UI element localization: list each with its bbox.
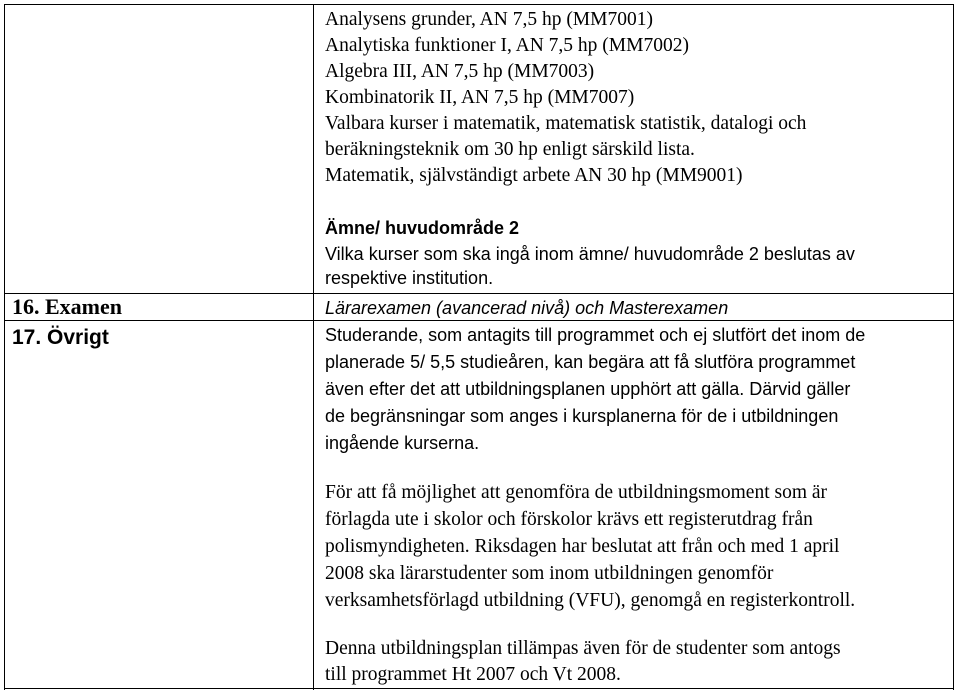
subject2-line: Vilka kurser som ska ingå inom ämne/ huvudområde 2 beslutas av	[325, 244, 855, 264]
ovrigt-line: förlagda ute i skolor och förskolor krävs ett registerutdrag från	[325, 509, 813, 530]
course-line: Matematik, självständigt arbete AN 30 hp (MM9001)	[325, 165, 743, 186]
ovrigt-line: även efter det att utbildningsplanen upphört att gälla. Därvid gäller	[325, 379, 851, 399]
examen-label: 16. Examen	[12, 294, 122, 319]
ovrigt-line: de begränsningar som anges i kursplanerna för de i utbildningen	[325, 406, 839, 426]
course-line: Analysens grunder, AN 7,5 hp (MM7001)	[325, 9, 653, 30]
table-border-middle	[313, 4, 314, 690]
table-border-right	[953, 4, 954, 690]
course-line: Kombinatorik II, AN 7,5 hp (MM7007)	[325, 87, 635, 108]
ovrigt-line: 2008 ska lärarstudenter som inom utbildningen genomför	[325, 563, 774, 584]
examen-value: Lärarexamen (avancerad nivå) och Masterexamen	[325, 298, 729, 318]
subject2-heading: Ämne/ huvudområde 2	[325, 218, 520, 238]
ovrigt-line: För att få möjlighet att genomföra de utbildningsmoment som är	[325, 482, 828, 503]
ovrigt-line: Denna utbildningsplan tillämpas även för de studenter som antogs	[325, 638, 841, 659]
ovrigt-label: 17. Övrigt	[12, 326, 109, 349]
course-line: Analytiska funktioner I, AN 7,5 hp (MM7002)	[325, 35, 689, 56]
ovrigt-line: ingående kurserna.	[325, 433, 480, 453]
subject2-line: respektive institution.	[325, 268, 494, 288]
row-divider-examen	[4, 293, 954, 294]
table-border-bottom	[4, 688, 954, 689]
ovrigt-line: planerade 5/ 5,5 studieåren, kan begära att få slutföra programmet	[325, 352, 856, 372]
table-border-left	[4, 4, 5, 690]
ovrigt-line: verksamhetsförlagd utbildning (VFU), genomgå en registerkontroll.	[325, 590, 856, 611]
ovrigt-line: till programmet Ht 2007 och Vt 2008.	[325, 664, 621, 685]
course-line: Valbara kurser i matematik, matematisk statistik, datalogi och	[325, 113, 807, 134]
ovrigt-line: polismyndigheten. Riksdagen har beslutat att från och med 1 april	[325, 536, 840, 557]
ovrigt-line: Studerande, som antagits till programmet och ej slutfört det inom de	[325, 325, 866, 345]
course-line: beräkningsteknik om 30 hp enligt särskild lista.	[325, 139, 695, 160]
table-border-top	[4, 4, 954, 5]
course-line: Algebra III, AN 7,5 hp (MM7003)	[325, 61, 595, 82]
